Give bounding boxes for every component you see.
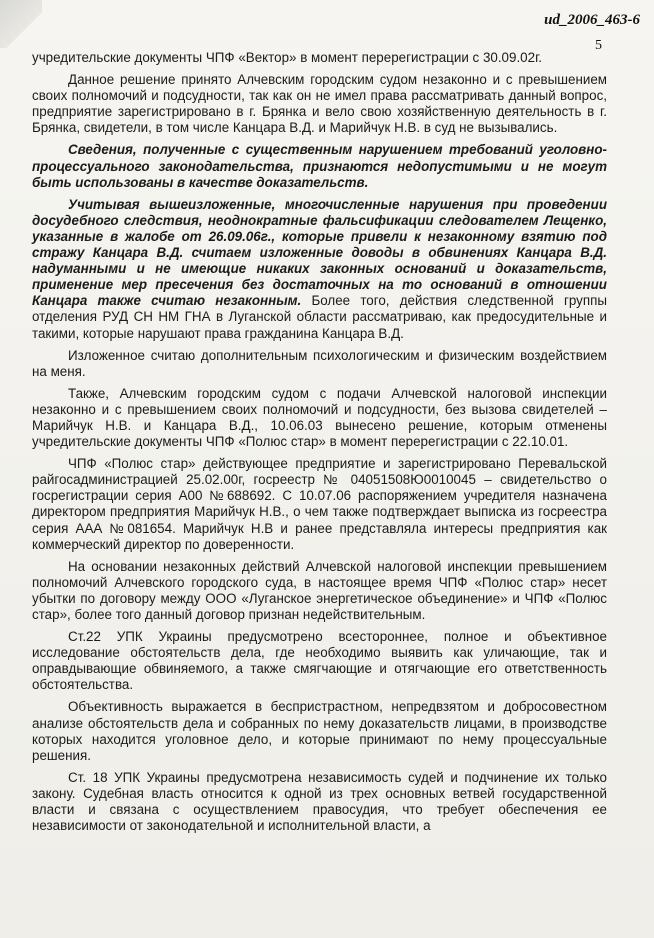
page-number: 5 bbox=[595, 38, 602, 53]
paragraph-text: ЧПФ «Полюс стар» действующее предприятие и зарегистрировано Перевальской райгосадминистрацией 25.02.00г, госреестр № 04051508Ю0010045 – свидетельство о госрегистрации серия А00 №688692. С 10.07.06 распоряжением учредителя назначена директором предприятия Марийчук Н.В., о чем также подтверждает выписка из госреестра серия ААА №081654. Марийчук Н.В и ранее представляла интересы предприятия как коммерческий директор по доверенности. bbox=[32, 456, 607, 552]
paragraph-11 bbox=[32, 770, 607, 834]
paragraph-text: Изложенное считаю дополнительным психологическим и физическим воздействием на меня. bbox=[32, 347, 607, 379]
document-id: ud_2006_463-6 bbox=[544, 12, 640, 28]
paragraph-text: Также, Алчевским городским судом с подачи Алчевской налоговой инспекции незаконно и с превышением своих полномочий и подсудности, без вызова свидетелей – Марийчук Н.В. и Канцара В.Д., 10.06.03 вынесено решение, которым отменены учредительские документы ЧПФ «Полюс стар» в момент перерегистрации с 22.10.01. bbox=[32, 385, 607, 450]
paragraph-10 bbox=[32, 699, 607, 763]
paragraph-text: На основании незаконных действий Алчевской налоговой инспекции превышением полномочий Алчевского городского суда, в настоящее время ЧПФ «Полюс стар» несет убытки по договору между ООО «Луганское энергетическое объединение» и ЧПФ «Полюс стар», более того данный договор признан недействительным. bbox=[32, 558, 607, 622]
folded-corner bbox=[0, 0, 42, 48]
paragraph-text: Ст.22 УПК Украины предусмотрено всестороннее, полное и объективное исследование обстоятельств дела, где необходимо выявить как уличающие, так и оправдывающие обвиняемого, а также смягчающие и отягчающие его ответственность обстоятельства. bbox=[32, 629, 607, 693]
paragraph-6 bbox=[32, 386, 607, 450]
paragraph-text: Объективность выражается в беспристрастном, непредвзятом и добросовестном анализе обстоятельств дела и собранных по нему доказательств лицами, в производстве которых находится уголовное дело, и которые принимают по нему процессуальные решения. bbox=[32, 699, 607, 763]
paragraph-8 bbox=[32, 559, 607, 623]
document-body bbox=[32, 50, 607, 840]
paragraph-text: Более того, действия следственной группы отделения РУД СН НМ ГНА в Луганской области рассматриваю, как предосудительные и такими, которые нарушают права гражданина Канцара В.Д. bbox=[32, 293, 607, 341]
paragraph-2 bbox=[32, 72, 607, 136]
paragraph-text: Данное решение принято Алчевским городским судом незаконно и с превышением своих полномочий и подсудности, так как он не имел права рассматривать данный вопрос, предприятие зарегистрировано в г. Брянка и вело свою хозяйственную деятельность в г. Брянка, свидетели, в том числе Канцара В.Д. и Марийчук Н.В. в суд не вызывались. bbox=[32, 72, 607, 136]
paragraph-9 bbox=[32, 629, 607, 693]
paragraph-1 bbox=[32, 50, 607, 66]
paragraph-text: Ст. 18 УПК Украины предусмотрена независимость судей и подчинение их только закону. Судебная власть относится к одной из трех основных ветвей государственной власти и связана с осуществлением правосудия, что требует обеспечения ее независимости от законодательной и исполнительной власти, а bbox=[32, 769, 607, 834]
emphasized-text: Учитывая вышеизложенные, многочисленные нарушения при проведении досудебного следствия, неоднократные фальсификации следователем Лещенко, указанные в жалобе от 26.09.06г., которые привели к незаконному взятию под стражу Канцара В.Д. считаем изложенные доводы в обвинениях Канцара В.Д. надуманными и не имеющие никаких законных оснований и доказательств, применение мер пресечения без достаточных на то оснований в отношении Канцара также считаю незаконным. bbox=[32, 196, 607, 309]
emphasized-text: Сведения, полученные с существенным нарушением требований уголовно-процессуального законодательства, признаются недопустимыми и не могут быть использованы в качестве доказательств. bbox=[32, 142, 607, 190]
paragraph-7 bbox=[32, 456, 607, 553]
paragraph-5 bbox=[32, 348, 607, 380]
paragraph-4 bbox=[32, 197, 607, 342]
paragraph-text: учредительские документы ЧПФ «Вектор» в момент перерегистрации с 30.09.02г. bbox=[32, 50, 543, 65]
paragraph-3 bbox=[32, 142, 607, 190]
